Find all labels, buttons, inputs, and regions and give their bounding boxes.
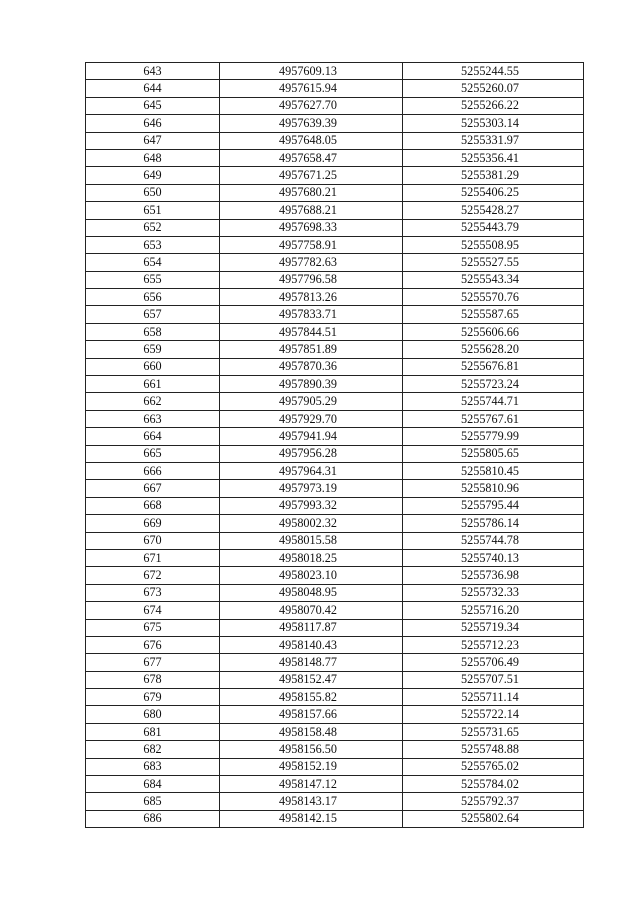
point-number-cell: 664 (86, 428, 220, 445)
y-coordinate-cell: 5255716.20 (403, 602, 584, 619)
table-row (86, 654, 584, 671)
point-number-cell: 657 (86, 306, 220, 323)
y-coordinate-cell: 5255712.23 (403, 636, 584, 653)
x-coordinate-cell: 4957782.63 (220, 254, 403, 271)
x-coordinate-cell: 4957905.29 (220, 393, 403, 410)
table-row (86, 341, 584, 358)
y-coordinate-cell: 5255765.02 (403, 758, 584, 775)
table-row (86, 167, 584, 184)
point-number-cell: 643 (86, 63, 220, 80)
y-coordinate-cell: 5255810.45 (403, 462, 584, 479)
y-coordinate-cell: 5255792.37 (403, 793, 584, 810)
y-coordinate-cell: 5255784.02 (403, 776, 584, 793)
y-coordinate-cell: 5255244.55 (403, 63, 584, 80)
table-row (86, 115, 584, 132)
point-number-cell: 650 (86, 184, 220, 201)
x-coordinate-cell: 4957796.58 (220, 271, 403, 288)
x-coordinate-cell: 4957609.13 (220, 63, 403, 80)
y-coordinate-cell: 5255723.24 (403, 376, 584, 393)
point-number-cell: 684 (86, 776, 220, 793)
table-row (86, 358, 584, 375)
x-coordinate-cell: 4957929.70 (220, 410, 403, 427)
point-number-cell: 645 (86, 97, 220, 114)
point-number-cell: 647 (86, 132, 220, 149)
x-coordinate-cell: 4957698.33 (220, 219, 403, 236)
y-coordinate-cell: 5255606.66 (403, 323, 584, 340)
y-coordinate-cell: 5255406.25 (403, 184, 584, 201)
point-number-cell: 649 (86, 167, 220, 184)
x-coordinate-cell: 4958002.32 (220, 515, 403, 532)
x-coordinate-cell: 4958157.66 (220, 706, 403, 723)
table-row (86, 202, 584, 219)
x-coordinate-cell: 4958070.42 (220, 602, 403, 619)
point-number-cell: 667 (86, 480, 220, 497)
x-coordinate-cell: 4958018.25 (220, 549, 403, 566)
table-row (86, 619, 584, 636)
table-row (86, 793, 584, 810)
x-coordinate-cell: 4958015.58 (220, 532, 403, 549)
x-coordinate-cell: 4958147.12 (220, 776, 403, 793)
table-row (86, 758, 584, 775)
point-number-cell: 654 (86, 254, 220, 271)
table-row (86, 723, 584, 740)
table-row (86, 80, 584, 97)
point-number-cell: 682 (86, 741, 220, 758)
table-row (86, 184, 584, 201)
x-coordinate-cell: 4957627.70 (220, 97, 403, 114)
y-coordinate-cell: 5255676.81 (403, 358, 584, 375)
point-number-cell: 663 (86, 410, 220, 427)
x-coordinate-cell: 4957890.39 (220, 376, 403, 393)
table-row (86, 549, 584, 566)
point-number-cell: 685 (86, 793, 220, 810)
y-coordinate-cell: 5255719.34 (403, 619, 584, 636)
point-number-cell: 659 (86, 341, 220, 358)
y-coordinate-cell: 5255711.14 (403, 689, 584, 706)
x-coordinate-cell: 4957941.94 (220, 428, 403, 445)
point-number-cell: 652 (86, 219, 220, 236)
point-number-cell: 686 (86, 810, 220, 827)
table-row (86, 97, 584, 114)
y-coordinate-cell: 5255732.33 (403, 584, 584, 601)
point-number-cell: 674 (86, 602, 220, 619)
table-row (86, 584, 584, 601)
y-coordinate-cell: 5255786.14 (403, 515, 584, 532)
y-coordinate-cell: 5255587.65 (403, 306, 584, 323)
x-coordinate-cell: 4957844.51 (220, 323, 403, 340)
table-row (86, 689, 584, 706)
table-row (86, 63, 584, 80)
y-coordinate-cell: 5255570.76 (403, 289, 584, 306)
point-number-cell: 671 (86, 549, 220, 566)
x-coordinate-cell: 4957671.25 (220, 167, 403, 184)
point-number-cell: 669 (86, 515, 220, 532)
table-row (86, 567, 584, 584)
y-coordinate-cell: 5255744.71 (403, 393, 584, 410)
table-row (86, 636, 584, 653)
x-coordinate-cell: 4958142.15 (220, 810, 403, 827)
point-number-cell: 646 (86, 115, 220, 132)
y-coordinate-cell: 5255381.29 (403, 167, 584, 184)
y-coordinate-cell: 5255303.14 (403, 115, 584, 132)
point-number-cell: 676 (86, 636, 220, 653)
table-row (86, 376, 584, 393)
y-coordinate-cell: 5255740.13 (403, 549, 584, 566)
point-number-cell: 644 (86, 80, 220, 97)
point-number-cell: 673 (86, 584, 220, 601)
x-coordinate-cell: 4958156.50 (220, 741, 403, 758)
table-row (86, 462, 584, 479)
table-row (86, 306, 584, 323)
y-coordinate-cell: 5255508.95 (403, 236, 584, 253)
x-coordinate-cell: 4958155.82 (220, 689, 403, 706)
table-row (86, 776, 584, 793)
point-number-cell: 679 (86, 689, 220, 706)
table-row (86, 132, 584, 149)
y-coordinate-cell: 5255628.20 (403, 341, 584, 358)
point-number-cell: 658 (86, 323, 220, 340)
table-row (86, 515, 584, 532)
point-number-cell: 675 (86, 619, 220, 636)
y-coordinate-cell: 5255779.99 (403, 428, 584, 445)
x-coordinate-cell: 4958152.19 (220, 758, 403, 775)
y-coordinate-cell: 5255810.96 (403, 480, 584, 497)
x-coordinate-cell: 4957851.89 (220, 341, 403, 358)
y-coordinate-cell: 5255266.22 (403, 97, 584, 114)
point-number-cell: 651 (86, 202, 220, 219)
table-row (86, 254, 584, 271)
y-coordinate-cell: 5255331.97 (403, 132, 584, 149)
y-coordinate-cell: 5255748.88 (403, 741, 584, 758)
y-coordinate-cell: 5255543.34 (403, 271, 584, 288)
point-number-cell: 668 (86, 497, 220, 514)
table-row (86, 219, 584, 236)
point-number-cell: 653 (86, 236, 220, 253)
x-coordinate-cell: 4957648.05 (220, 132, 403, 149)
table-row (86, 410, 584, 427)
x-coordinate-cell: 4957956.28 (220, 445, 403, 462)
table-row (86, 810, 584, 827)
x-coordinate-cell: 4957973.19 (220, 480, 403, 497)
x-coordinate-cell: 4957758.91 (220, 236, 403, 253)
point-number-cell: 656 (86, 289, 220, 306)
table-row (86, 271, 584, 288)
x-coordinate-cell: 4958148.77 (220, 654, 403, 671)
y-coordinate-cell: 5255802.64 (403, 810, 584, 827)
point-number-cell: 648 (86, 149, 220, 166)
point-number-cell: 665 (86, 445, 220, 462)
table-row (86, 445, 584, 462)
point-number-cell: 666 (86, 462, 220, 479)
y-coordinate-cell: 5255707.51 (403, 671, 584, 688)
x-coordinate-cell: 4957870.36 (220, 358, 403, 375)
x-coordinate-cell: 4957833.71 (220, 306, 403, 323)
y-coordinate-cell: 5255722.14 (403, 706, 584, 723)
point-number-cell: 660 (86, 358, 220, 375)
x-coordinate-cell: 4957615.94 (220, 80, 403, 97)
y-coordinate-cell: 5255356.41 (403, 149, 584, 166)
y-coordinate-cell: 5255443.79 (403, 219, 584, 236)
y-coordinate-cell: 5255731.65 (403, 723, 584, 740)
point-number-cell: 683 (86, 758, 220, 775)
x-coordinate-cell: 4957813.26 (220, 289, 403, 306)
table-row (86, 428, 584, 445)
x-coordinate-cell: 4957680.21 (220, 184, 403, 201)
x-coordinate-cell: 4958143.17 (220, 793, 403, 810)
x-coordinate-cell: 4958117.87 (220, 619, 403, 636)
table-row (86, 480, 584, 497)
table-row (86, 149, 584, 166)
point-number-cell: 681 (86, 723, 220, 740)
y-coordinate-cell: 5255744.78 (403, 532, 584, 549)
y-coordinate-cell: 5255767.61 (403, 410, 584, 427)
x-coordinate-cell: 4958158.48 (220, 723, 403, 740)
y-coordinate-cell: 5255795.44 (403, 497, 584, 514)
y-coordinate-cell: 5255428.27 (403, 202, 584, 219)
point-number-cell: 662 (86, 393, 220, 410)
x-coordinate-cell: 4957658.47 (220, 149, 403, 166)
point-number-cell: 680 (86, 706, 220, 723)
coordinates-table (85, 62, 584, 828)
y-coordinate-cell: 5255805.65 (403, 445, 584, 462)
y-coordinate-cell: 5255736.98 (403, 567, 584, 584)
point-number-cell: 678 (86, 671, 220, 688)
point-number-cell: 670 (86, 532, 220, 549)
point-number-cell: 655 (86, 271, 220, 288)
x-coordinate-cell: 4957639.39 (220, 115, 403, 132)
point-number-cell: 661 (86, 376, 220, 393)
table-row (86, 323, 584, 340)
x-coordinate-cell: 4958048.95 (220, 584, 403, 601)
x-coordinate-cell: 4958140.43 (220, 636, 403, 653)
table-row (86, 236, 584, 253)
table-row (86, 706, 584, 723)
x-coordinate-cell: 4958152.47 (220, 671, 403, 688)
table-row (86, 741, 584, 758)
x-coordinate-cell: 4958023.10 (220, 567, 403, 584)
table-row (86, 289, 584, 306)
y-coordinate-cell: 5255527.55 (403, 254, 584, 271)
x-coordinate-cell: 4957993.32 (220, 497, 403, 514)
x-coordinate-cell: 4957964.31 (220, 462, 403, 479)
point-number-cell: 672 (86, 567, 220, 584)
table-row (86, 671, 584, 688)
table-row (86, 532, 584, 549)
table-row (86, 393, 584, 410)
table-row (86, 602, 584, 619)
y-coordinate-cell: 5255260.07 (403, 80, 584, 97)
point-number-cell: 677 (86, 654, 220, 671)
x-coordinate-cell: 4957688.21 (220, 202, 403, 219)
table-row (86, 497, 584, 514)
y-coordinate-cell: 5255706.49 (403, 654, 584, 671)
coordinates-table-body (86, 63, 584, 828)
